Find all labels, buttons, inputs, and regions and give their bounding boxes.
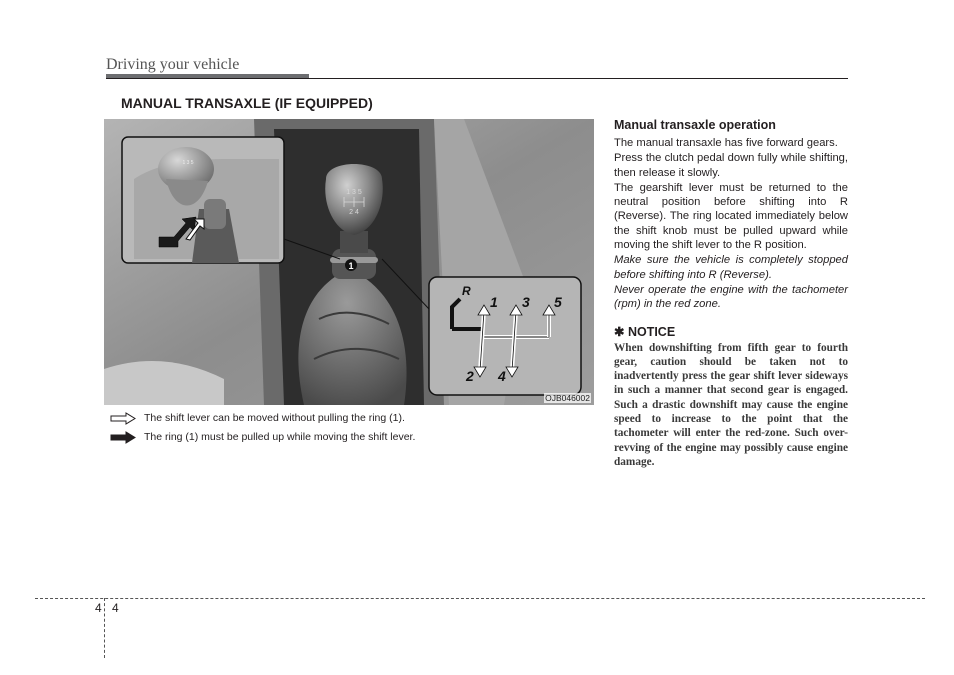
gear-label-5: 5	[554, 294, 562, 310]
svg-text:1 3 5: 1 3 5	[346, 189, 362, 196]
page-section-number: 4	[95, 601, 102, 615]
gearshift-photo	[104, 119, 594, 405]
gearshift-illustration	[104, 119, 594, 405]
legend-text: The ring (1) must be pulled up while moving the shift lever.	[144, 431, 416, 443]
operation-paragraph: The manual transaxle has five forward gears.	[614, 137, 838, 149]
header-divider	[106, 78, 848, 79]
notice-title: ✱ NOTICE	[614, 324, 676, 339]
svg-text:1 3 5: 1 3 5	[182, 160, 194, 166]
gear-label-4: 4	[498, 368, 506, 384]
operation-paragraph: Press the clutch pedal down fully while shifting, then release it slowly.	[614, 152, 848, 179]
operation-warning: Never operate the engine with the tachometer (rpm) in the red zone.	[614, 283, 848, 311]
gear-label-r: R	[462, 284, 471, 298]
operation-title: Manual transaxle operation	[614, 118, 776, 132]
footer-vertical-divider	[104, 598, 105, 658]
legend-row	[110, 431, 590, 445]
footer-divider	[35, 598, 925, 599]
gear-label-2: 2	[466, 368, 474, 384]
image-code: OJB046002	[545, 393, 590, 403]
notice-body: When downshifting from fifth gear to fourth gear, caution should be taken not to inadvertently press the gear shift lever sideways in such a manner that second gear is engaged. Such a drastic downshift may cause the engine speed to increase to the point that the tachometer will enter the red-zone. Such over-revving of the engine may possibly cause engine damage.	[614, 341, 848, 468]
section-title: Driving your vehicle	[106, 56, 240, 73]
page-heading: MANUAL TRANSAXLE (IF EQUIPPED)	[121, 95, 373, 111]
page-number: 4	[112, 601, 119, 615]
svg-text:2 4: 2 4	[349, 209, 359, 216]
solid-arrow-icon	[110, 431, 136, 444]
gear-label-3: 3	[522, 294, 530, 310]
outline-arrow-icon	[110, 412, 136, 425]
legend-text: The shift lever can be moved without pulling the ring (1).	[144, 412, 405, 424]
operation-warning: Make sure the vehicle is completely stopped before shifting into R (Reverse).	[614, 254, 848, 281]
right-column	[614, 118, 848, 469]
legend-row	[110, 412, 590, 426]
operation-paragraph: The gearshift lever must be returned to the neutral position before shifting into R (Reverse). The ring located immediately below the shift knob must be pulled upward while moving the shift lever to the R position.	[614, 181, 848, 252]
gear-label-1: 1	[490, 294, 498, 310]
callout-number: 1	[348, 261, 354, 271]
